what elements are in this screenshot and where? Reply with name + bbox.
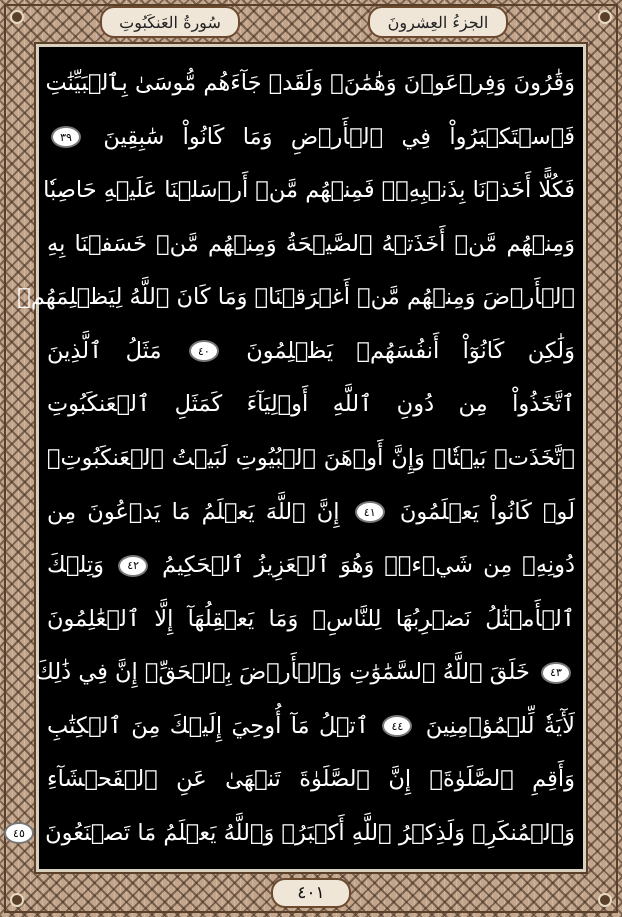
- ayah-number-marker: ٤١: [355, 501, 385, 523]
- verse-text: وَمِنۡهُم مَّنۡ أَخَذَتۡهُ ٱلصَّيۡحَةُ وَمِنۡهُم مَّنۡ خَسَفۡنَا بِهِ: [47, 230, 575, 257]
- verse-text: ٱتَّخَذَتۡ بَيۡتٗاۖ وَإِنَّ أَوۡهَنَ ٱلۡبُيُوتِ لَبَيۡتُ ٱلۡعَنكَبُوتِۚ: [47, 444, 575, 471]
- ayah-number-marker: ٤٠: [189, 340, 219, 362]
- verse-line-text: [47, 445, 575, 471]
- verse-text: مَثَلُ ٱلَّذِينَ: [47, 337, 162, 364]
- surah-name-header: [100, 6, 240, 38]
- verse-line: [47, 486, 575, 538]
- verse-line: [47, 753, 575, 805]
- verse-text: وَتِلۡكَ: [47, 552, 105, 579]
- verse-line: [47, 700, 575, 752]
- verse-text: ٱلۡأَرۡضَ وَمِنۡهُم مَّنۡ أَغۡرَقۡنَاۚ وَمَا كَانَ ٱللَّهُ لِيَظۡلِمَهُمۡ: [17, 284, 575, 311]
- verse-line-text: [47, 70, 575, 96]
- verse-line-text: [47, 766, 575, 792]
- verse-text: وَلَٰكِن كَانُوٓاْ أَنفُسَهُمۡ يَظۡلِمُونَ: [246, 337, 575, 364]
- verse-line: [47, 378, 575, 430]
- verse-line-text: [47, 231, 575, 257]
- verse-line: [47, 325, 575, 377]
- verse-line: [35, 646, 575, 698]
- verse-text: ٱتَّخَذُواْ مِن دُونِ ٱللَّهِ أَوۡلِيَآءَ كَمَثَلِ ٱلۡعَنكَبُوتِ: [47, 391, 575, 418]
- verse-text: ٱلۡأَمۡثَٰلُ نَضۡرِبُهَا لِلنَّاسِۖ وَمَا يَعۡقِلُهَآ إِلَّا ٱلۡعَٰلِمُونَ: [47, 605, 575, 632]
- verse-text: وَٱلۡمُنكَرِۗ وَلَذِكۡرُ ٱللَّهِ أَكۡبَرُۗ وَٱللَّهُ يَعۡلَمُ مَا تَصۡنَعُونَ: [45, 819, 575, 846]
- verse-text: ٱتۡلُ مَآ أُوحِيَ إِلَيۡكَ مِنَ ٱلۡكِتَٰبِ: [47, 712, 369, 739]
- verse-line-text: [47, 338, 575, 364]
- verse-line: [13, 807, 575, 859]
- verse-text: فَكُلًّا أَخَذۡنَا بِذَنۢبِهِۦۖ فَمِنۡهُم مَّنۡ أَرۡسَلۡنَا عَلَيۡهِ حَاصِبٗا: [43, 177, 575, 204]
- verse-text: خَلَقَ ٱللَّهُ ٱلسَّمَٰوَٰتِ وَٱلۡأَرۡضَ بِٱلۡحَقِّۚ إِنَّ فِي ذَٰلِكَ: [35, 659, 530, 686]
- verse-lines: [13, 57, 576, 859]
- verse-line: [17, 271, 575, 323]
- verse-line-text: [35, 659, 575, 686]
- verse-line-text: [47, 499, 575, 525]
- ayah-number-marker: ٤٤: [382, 715, 412, 737]
- verse-text: وَأَقِمِ ٱلصَّلَوٰةَۖ إِنَّ ٱلصَّلَوٰةَ تَنۡهَىٰ عَنِ ٱلۡفَحۡشَآءِ: [47, 766, 575, 793]
- verse-text: دُونِهِۦ مِن شَيۡءٖۚ وَهُوَ ٱلۡعَزِيزُ ٱلۡحَكِيمُ: [162, 552, 576, 579]
- corner-rosette-icon: [598, 10, 612, 24]
- ayah-number-marker: ٣٩: [51, 126, 81, 148]
- verse-text: فَٱسۡتَكۡبَرُواْ فِي ٱلۡأَرۡضِ وَمَا كَانُواْ سَٰبِقِينَ: [103, 123, 575, 150]
- verse-line: [43, 164, 575, 216]
- verse-text: إِنَّ ٱللَّهَ يَعۡلَمُ مَا يَدۡعُونَ مِن: [47, 498, 340, 525]
- verse-line: [47, 57, 575, 109]
- juz-name: الجزءُ العِشرونَ: [387, 12, 489, 32]
- corner-rosette-icon: [598, 893, 612, 907]
- verse-line-text: [47, 713, 575, 739]
- verse-line: [47, 111, 575, 163]
- page-number-badge: [271, 878, 351, 908]
- corner-rosette-icon: [10, 10, 24, 24]
- verse-line: [47, 432, 575, 484]
- ayah-number-marker: ٤٣: [541, 662, 571, 684]
- verse-line: [47, 218, 575, 270]
- ayah-number-marker: ٤٥: [4, 822, 34, 844]
- verse-text: وَقَٰرُونَ وَفِرۡعَوۡنَ وَهَٰمَٰنَۖ وَلَقَدۡ جَآءَهُم مُّوسَىٰ بِٱلۡبَيِّنَٰتِ: [45, 70, 575, 96]
- surah-name: سُورةُ العَنكَبُوتِ: [119, 12, 221, 32]
- verse-line-text: [17, 284, 575, 311]
- verse-text: لَوۡ كَانُواْ يَعۡلَمُونَ: [399, 498, 576, 525]
- verse-line-text: [43, 177, 575, 204]
- verse-line-text: [47, 391, 575, 417]
- verse-line-text: [47, 124, 575, 150]
- verse-line: [47, 593, 575, 645]
- verse-line: [47, 539, 575, 591]
- page-number: ٤٠١: [297, 883, 325, 903]
- verse-line-text: [47, 606, 575, 632]
- verse-line-text: [47, 552, 575, 578]
- text-panel: [13, 44, 586, 872]
- verse-line-text: [13, 819, 575, 846]
- juz-header: [368, 6, 508, 38]
- verse-text: لَأٓيَةٗ لِّلۡمُؤۡمِنِينَ: [425, 712, 576, 739]
- corner-rosette-icon: [10, 893, 24, 907]
- ayah-number-marker: ٤٢: [118, 555, 148, 577]
